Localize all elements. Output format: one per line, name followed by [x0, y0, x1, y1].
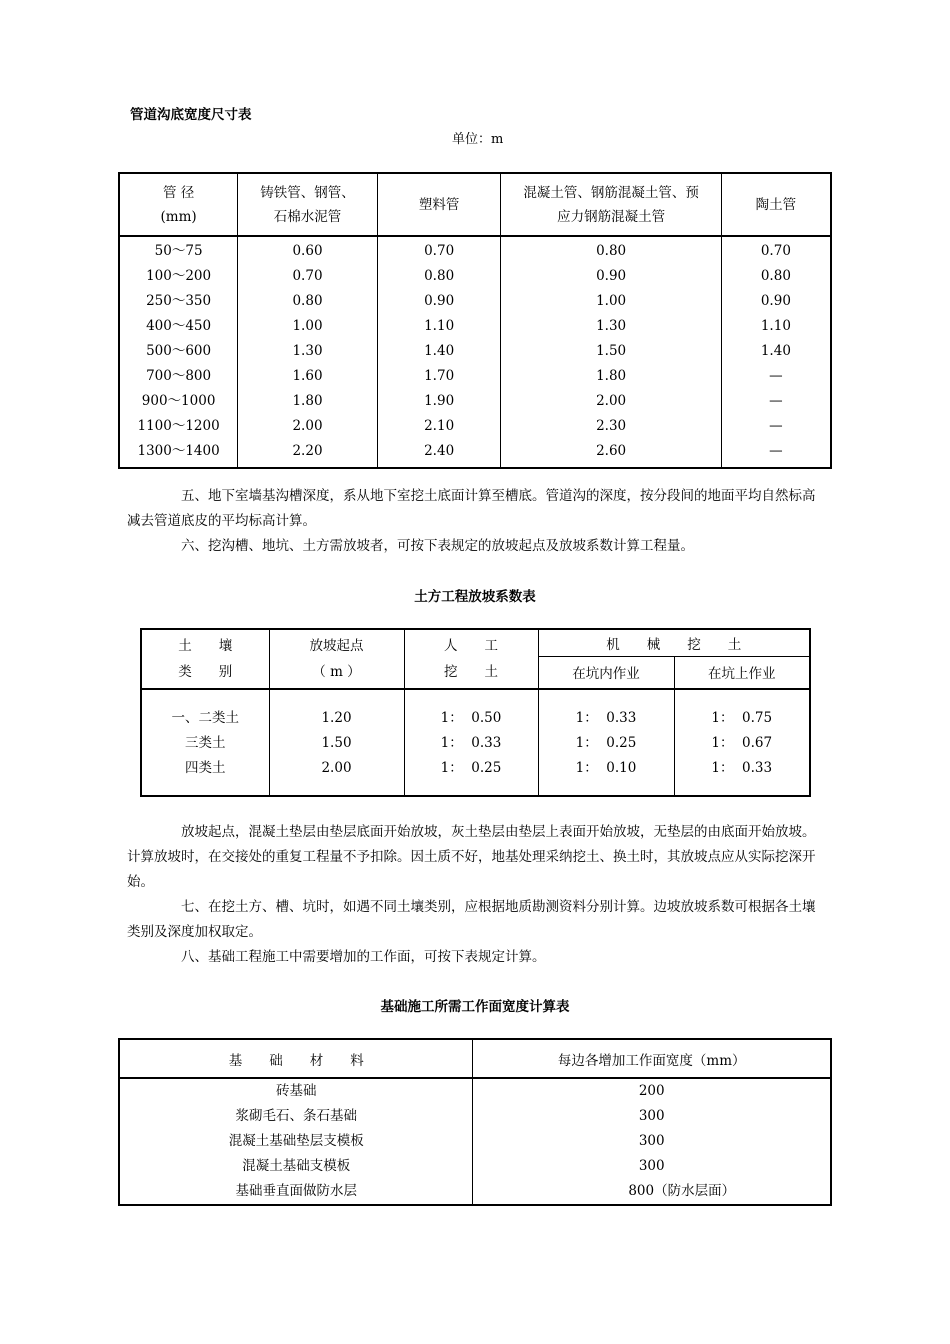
table-cell: — [721, 414, 831, 439]
table-cell: 1.10 [721, 314, 831, 339]
table-cell: 混凝土基础垫层支模板 [119, 1129, 473, 1154]
table-cell: 基础垂直面做防水层 [119, 1179, 473, 1205]
table-cell: 1.00 [501, 289, 721, 314]
table-row [119, 389, 831, 414]
table1-title: 管道沟底宽度尺寸表 [130, 107, 252, 123]
table-cell: 800（防水层面） [473, 1179, 831, 1205]
header-slope-start: 放坡起点 （ m ） [269, 629, 404, 689]
table-cell: 2.10 [377, 414, 501, 439]
table-cell: 1.10 [377, 314, 501, 339]
table-cell: 2.20 [238, 439, 378, 468]
table1-unit: 单位：m [452, 132, 504, 147]
table-row [119, 364, 831, 389]
header-material: 基 础 材 料 [119, 1039, 473, 1078]
table-cell: 1.30 [501, 314, 721, 339]
table-cell: 1.30 [238, 339, 378, 364]
header-soil-type: 土 壤 类 别 [141, 629, 269, 689]
table-cell: 1.00 [238, 314, 378, 339]
table-cell: 300 [473, 1129, 831, 1154]
table-row [119, 289, 831, 314]
header-manual-dig: 人 工 挖 土 [404, 629, 538, 689]
table-cell: 700～800 [119, 364, 238, 389]
header-cell: 陶土管 [721, 173, 831, 236]
table-cell: 400～450 [119, 314, 238, 339]
header-cell: 管 径 (mm) [119, 173, 238, 236]
table-cell: 1.90 [377, 389, 501, 414]
table-row [119, 1104, 831, 1129]
table-row [119, 1129, 831, 1154]
table-cell: 200 [473, 1078, 831, 1104]
table-row [119, 264, 831, 289]
paragraph-slope-note: 放坡起点，混凝土垫层由垫层底面开始放坡，灰土垫层由垫层上表面开始放坡，无垫层的由底面开始放坡。计算放坡时，在交接处的重复工程量不予扣除。因土质不好，地基处理采纳挖土、换土时，其放坡点应从实际挖深开始。 [127, 824, 816, 890]
table-cell: — [721, 439, 831, 468]
table-cell: 1.60 [238, 364, 378, 389]
table-cell: 2.40 [377, 439, 501, 468]
table-cell: 0.90 [721, 289, 831, 314]
table-cell: 1.20 1.50 2.00 [269, 689, 404, 796]
table-row [119, 439, 831, 468]
table-cell: 0.70 [238, 264, 378, 289]
table-cell: 1100～1200 [119, 414, 238, 439]
table-cell: 1.50 [501, 339, 721, 364]
pipe-trench-width-table [118, 172, 832, 469]
working-face-width-table [118, 1038, 832, 1206]
table-cell: 1： 0.50 1： 0.33 1： 0.25 [404, 689, 538, 796]
header-width: 每边各增加工作面宽度（mm） [473, 1039, 831, 1078]
table-cell: 1： 0.75 1： 0.67 1： 0.33 [674, 689, 810, 796]
header-cell: 混凝土管、钢筋混凝土管、预 应力钢筋混凝土管 [501, 173, 721, 236]
table2-title: 土方工程放坡系数表 [414, 589, 536, 605]
table-cell: 0.80 [377, 264, 501, 289]
table3-title: 基础施工所需工作面宽度计算表 [380, 999, 570, 1015]
table-row [119, 236, 831, 264]
table-row [119, 414, 831, 439]
paragraph-6: 六、挖沟槽、地坑、土方需放坡者，可按下表规定的放坡起点及放坡系数计算工程量。 [181, 538, 694, 554]
table-cell: 1.40 [721, 339, 831, 364]
table-cell: — [721, 364, 831, 389]
table-row [119, 314, 831, 339]
table-row [119, 1154, 831, 1179]
table-cell: 0.70 [377, 236, 501, 264]
table-cell: 0.90 [377, 289, 501, 314]
table-cell: 混凝土基础支模板 [119, 1154, 473, 1179]
table-row [119, 339, 831, 364]
table-cell: 100～200 [119, 264, 238, 289]
header-cell: 塑料管 [377, 173, 501, 236]
table-cell: 50～75 [119, 236, 238, 264]
table-cell: 一、二类土 三类土 四类土 [141, 689, 269, 796]
table-cell: 1.40 [377, 339, 501, 364]
header-in-pit: 在坑内作业 [538, 656, 674, 689]
table-cell: — [721, 389, 831, 414]
table-cell: 250～350 [119, 289, 238, 314]
table-cell: 300 [473, 1154, 831, 1179]
table-cell: 900～1000 [119, 389, 238, 414]
table-header-row [119, 173, 831, 236]
header-on-pit: 在坑上作业 [674, 656, 810, 689]
table-cell: 300 [473, 1104, 831, 1129]
table-row [141, 689, 810, 796]
table-cell: 500～600 [119, 339, 238, 364]
header-cell: 铸铁管、钢管、 石棉水泥管 [238, 173, 378, 236]
table-cell: 2.30 [501, 414, 721, 439]
header-machine-dig: 机 械 挖 土 [538, 629, 810, 656]
table-header-row [119, 1039, 831, 1078]
table-row [119, 1078, 831, 1104]
table-cell: 1： 0.33 1： 0.25 1： 0.10 [538, 689, 674, 796]
table-cell: 砖基础 [119, 1078, 473, 1104]
table-cell: 0.90 [501, 264, 721, 289]
paragraph-5: 五、地下室墙基沟槽深度，系从地下室挖土底面计算至槽底。管道沟的深度，按分段间的地面平均自然标高减去管道底皮的平均标高计算。 [127, 488, 816, 529]
paragraph-8: 八、基础工程施工中需要增加的工作面，可按下表规定计算。 [181, 949, 546, 965]
table-cell: 2.00 [501, 389, 721, 414]
table-cell: 1300～1400 [119, 439, 238, 468]
table-cell: 2.00 [238, 414, 378, 439]
table-cell: 0.80 [721, 264, 831, 289]
slope-coefficient-table [140, 628, 811, 797]
table-cell: 0.60 [238, 236, 378, 264]
table-cell: 1.70 [377, 364, 501, 389]
table-cell: 0.80 [501, 236, 721, 264]
table-cell: 浆砌毛石、条石基础 [119, 1104, 473, 1129]
table-cell: 1.80 [501, 364, 721, 389]
table-cell: 2.60 [501, 439, 721, 468]
table-cell: 0.70 [721, 236, 831, 264]
table-row [119, 1179, 831, 1205]
table-cell: 1.80 [238, 389, 378, 414]
table-cell: 0.80 [238, 289, 378, 314]
paragraph-7: 七、在挖土方、槽、坑时，如遇不同土壤类别，应根据地质勘测资料分别计算。边坡放坡系数可根据各土壤类别及深度加权取定。 [127, 899, 816, 940]
